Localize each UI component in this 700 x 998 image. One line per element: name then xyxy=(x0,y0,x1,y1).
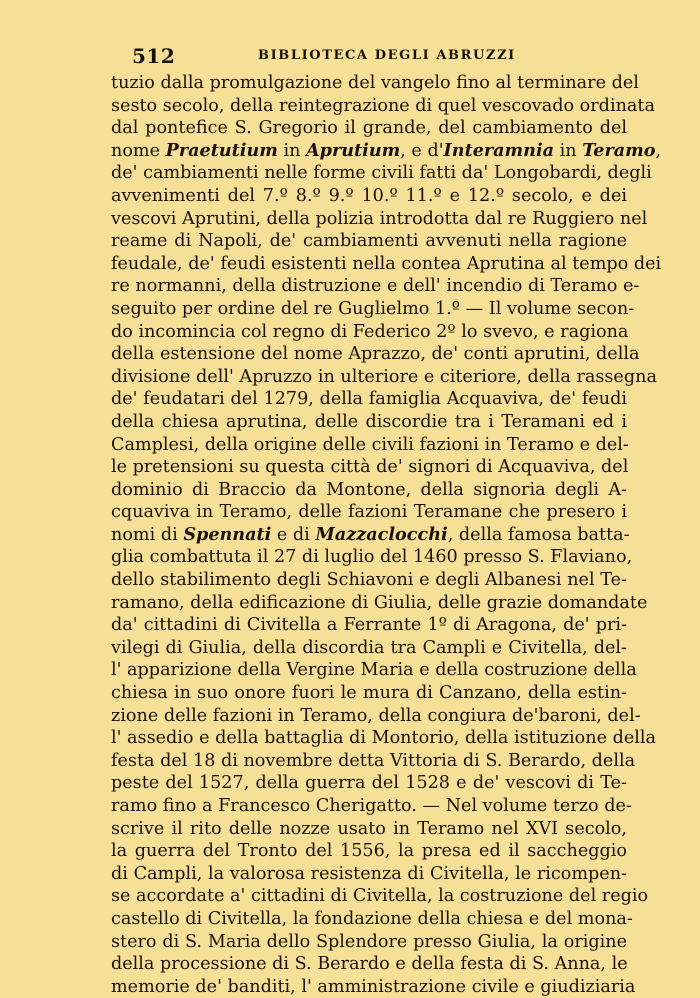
text-line: de' cambiamenti nelle forme civili fatti da' Longobardi, degli xyxy=(111,163,652,184)
text-line: le pretensioni su questa città de' signori di Acquaviva, del xyxy=(111,457,629,478)
text-line: vescovi Aprutini, della polizia introdotta dal re Ruggiero nel xyxy=(111,208,648,229)
text-line: l' apparizione della Vergine Maria e della costruzione della xyxy=(111,660,637,681)
page-number: 512 xyxy=(132,44,176,68)
text-line: avvenimenti del 7.º 8.º 9.º 10.º 11.º e 12.º secolo, e dei xyxy=(111,185,627,206)
text-line: vilegi di Giulia, della discordia tra Campli e Civitella, del- xyxy=(111,637,627,658)
text-line: nomi di Spennati e di Mazzaclocchi, della famosa batta- xyxy=(111,523,630,545)
text-line: ramano, della edificazione di Giulia, delle grazie domandate xyxy=(111,592,648,613)
text-line: de' feudatari del 1279, della famiglia Acquaviva, de' feudi xyxy=(111,389,627,410)
text-line: memorie de' banditi, l' amministrazione civile e giudiziaria xyxy=(111,976,636,997)
text-line: sesto secolo, della reintegrazione di quel vescovado ordinata xyxy=(111,95,655,116)
text-line: della chiesa aprutina, delle discordie tra i Teramani ed i xyxy=(111,411,627,432)
text-line: nome Praetutium in Aprutium, e d'Interamnia in Teramo, xyxy=(111,139,662,161)
text-line: da' cittadini di Civitella a Ferrante 1º di Aragona, de' pri- xyxy=(111,615,627,636)
text-line: peste del 1527, della guerra del 1528 e de' vescovi di Te- xyxy=(111,773,627,794)
text-line: della processione di S. Berardo e della festa di S. Anna, le xyxy=(111,954,628,975)
page-header xyxy=(132,44,602,68)
text-line: do incomincia col regno di Federico 2º lo svevo, e ragiona xyxy=(111,321,629,342)
text-line: l' assedio e della battaglia di Montorio, della istituzione della xyxy=(111,728,656,749)
text-line: tuzio dalla promulgazione del vangelo fino al terminare del xyxy=(111,73,639,93)
running-title: BIBLIOTECA DEGLI ABRUZZI xyxy=(258,48,516,63)
text-line: dal pontefice S. Gregorio il grande, del cambiamento del xyxy=(111,118,627,139)
text-line: festa del 18 di novembre detta Vittoria di S. Berardo, della xyxy=(111,750,636,771)
text-line: reame di Napoli, de' cambiamenti avvenuti nella ragione xyxy=(111,231,627,252)
text-line: di Campli, la valorosa resistenza di Civitella, le ricompen- xyxy=(111,863,627,884)
text-line: stero di S. Maria dello Splendore presso Giulia, la origine xyxy=(111,931,627,952)
text-line: feudale, de' feudi esistenti nella contea Aprutina al tempo dei xyxy=(111,253,662,274)
text-line: castello di Civitella, la fondazione della chiesa e del mona- xyxy=(111,908,633,929)
text-line: zione delle fazioni in Teramo, della congiura de'baroni, del- xyxy=(111,705,641,726)
text-line: re normanni, della distruzione e dell' incendio di Teramo e- xyxy=(111,276,640,297)
text-line: scrive il rito delle nozze usato in Teramo nel XVI secolo, xyxy=(111,818,627,839)
text-line: se accordate a' cittadini di Civitella, la costruzione del regio xyxy=(111,886,649,907)
text-line: dominio di Braccio da Montone, della signoria degli A- xyxy=(111,479,627,500)
text-line: Camplesi, della origine delle civili fazioni in Teramo e del- xyxy=(111,434,629,455)
text-line: glia combattuta il 27 di luglio del 1460 presso S. Flaviano, xyxy=(111,547,633,568)
text-line: chiesa in suo onore fuori le mura di Canzano, della estin- xyxy=(111,683,627,704)
text-line: della estensione del nome Aprazzo, de' conti aprutini, della xyxy=(111,344,640,365)
body-text xyxy=(111,72,662,998)
text-line: divisione dell' Apruzzo in ulteriore e citeriore, della rassegna xyxy=(111,366,657,387)
text-line: ramo fino a Francesco Cherigatto. — Nel volume terzo de- xyxy=(111,796,632,816)
text-line: cquaviva in Teramo, delle fazioni Teramane che presero i xyxy=(111,502,627,523)
text-line: dello stabilimento degli Schiavoni e degli Albanesi nel Te- xyxy=(111,570,627,591)
text-line: la guerra del Tronto del 1556, la presa ed il saccheggio xyxy=(111,841,627,862)
text-line: seguito per ordine del re Guglielmo 1.º — Il volume secon- xyxy=(111,298,635,319)
